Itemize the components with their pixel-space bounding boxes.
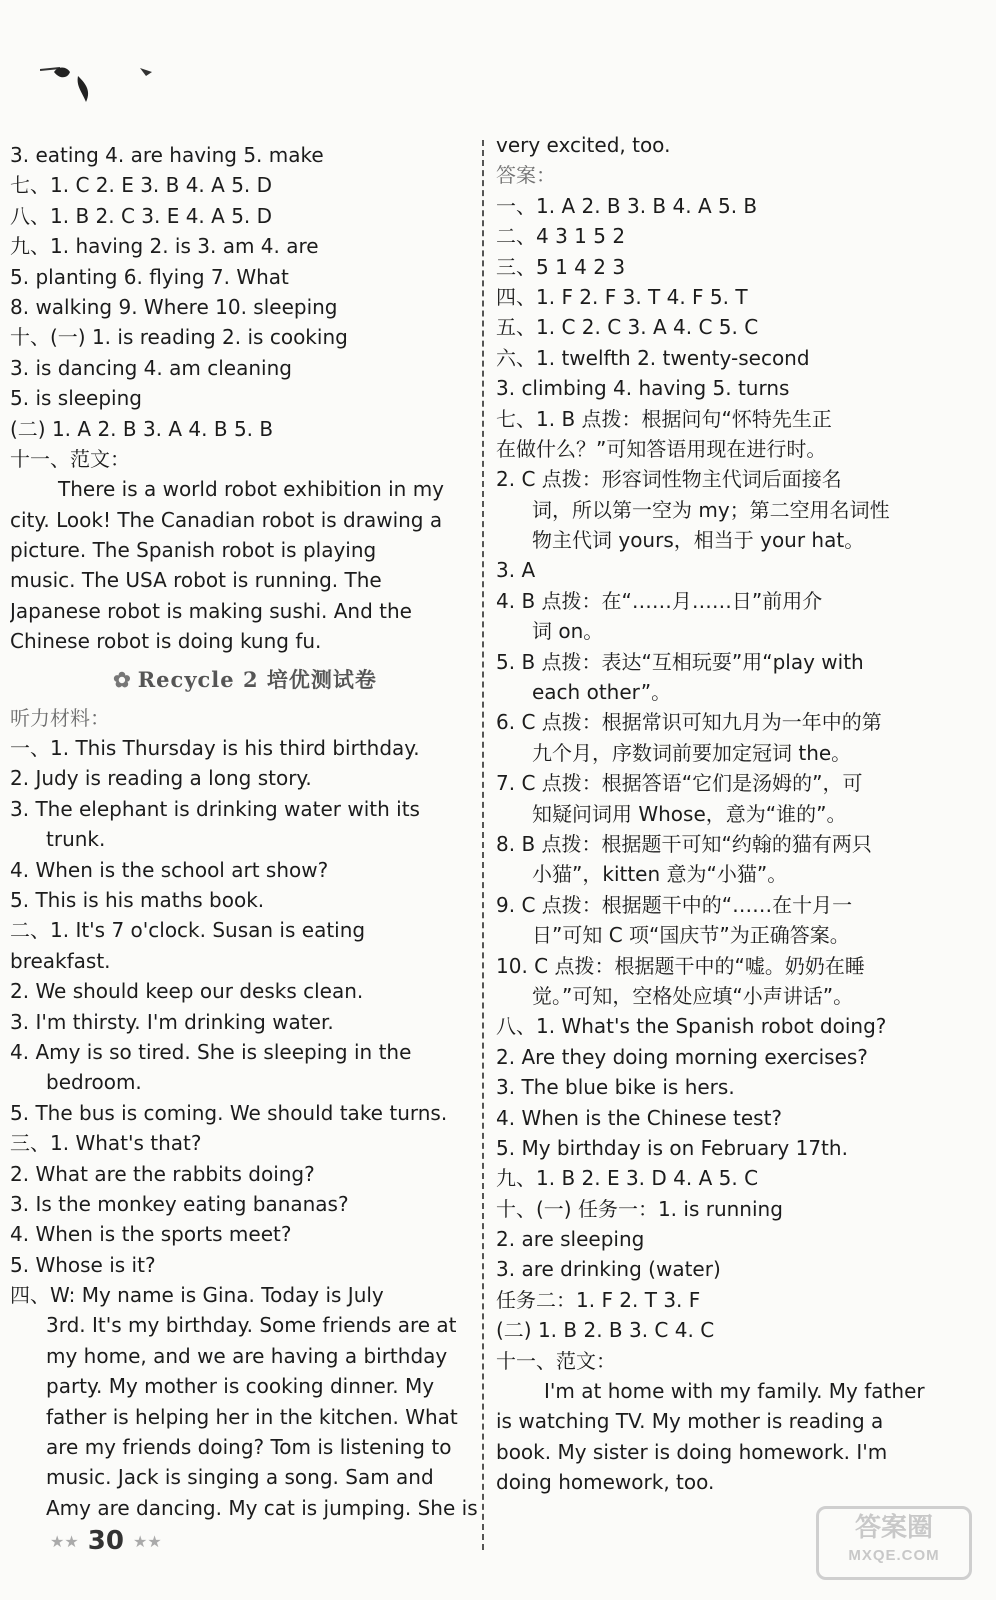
text-line: 十一、范文： (10, 446, 130, 471)
text-line: 3. The elephant is drinking water with its (10, 796, 420, 821)
answer-list (496, 191, 986, 1376)
text-line: 小猫”，kitten 意为“小猫”。 (532, 862, 788, 887)
text-line: 3rd. It's my birthday. Some friends are at (46, 1313, 457, 1338)
text-line: 八、1. B 2. C 3. E 4. A 5. D (10, 203, 273, 228)
text-line: 4. When is the sports meet? (10, 1222, 292, 1247)
text-line: 4. When is the school art show? (10, 857, 329, 882)
text-line: 五、1. C 2. C 3. A 4. C 5. C (496, 315, 759, 340)
column-divider (482, 140, 484, 1550)
text-line: 在做什么？”可知答语用现在进行时。 (496, 436, 827, 461)
text-line: Amy are dancing. My cat is jumping. She is (46, 1495, 478, 1520)
page-footer (50, 1526, 162, 1556)
text-line: 5. is sleeping (10, 386, 142, 411)
essay-line: is watching TV. My mother is reading a (496, 1409, 884, 1434)
text-line: music. Jack is singing a song. Sam and (46, 1465, 434, 1490)
essay-line: Japanese robot is making sushi. And the (10, 598, 412, 623)
text-line: trunk. (46, 827, 106, 852)
text-line: 九、1. B 2. E 3. D 4. A 5. C (496, 1166, 759, 1191)
text-line: 二、4 3 1 5 2 (496, 224, 626, 249)
text-line: 5. B 点拨：表达“互相玩耍”用“play with (496, 649, 864, 674)
text-line: 十一、范文： (496, 1348, 616, 1373)
text-line: 任务二：1. F 2. T 3. F (496, 1287, 701, 1312)
text-line: 一、1. This Thursday is his third birthday. (10, 736, 420, 761)
essay-line: Chinese robot is doing kung fu. (10, 629, 322, 654)
star-icon: ★★ (50, 1532, 79, 1551)
right-continued-text (496, 130, 986, 160)
text-line: breakfast. (10, 948, 111, 973)
text-line: 8. B 点拨：根据题干可知“约翰的猫有两只 (496, 831, 872, 856)
text-line: 5. My birthday is on February 17th. (496, 1135, 848, 1160)
text-line: 3. is dancing 4. am cleaning (10, 355, 292, 380)
text-line: 3. eating 4. are having 5. make (10, 143, 324, 167)
text-line: 2. We should keep our desks clean. (10, 979, 364, 1004)
listening-label: 听力材料： (10, 705, 110, 730)
listening-material (10, 733, 480, 1523)
section-title: ✿ Recycle 2 培优测试卷 (113, 666, 377, 692)
text-line: 三、5 1 4 2 3 (496, 254, 626, 279)
text-line: very excited, too. (496, 133, 671, 157)
watermark-logo: 答案圈 MXQE.COM (816, 1506, 972, 1580)
text-line: 3. I'm thirsty. I'm drinking water. (10, 1009, 334, 1034)
text-line: bedroom. (46, 1070, 142, 1095)
text-line: are my friends doing? Tom is listening to (46, 1435, 452, 1460)
text-line: 词，所以第一空为 my；第二空用名词性 (532, 497, 890, 522)
essay-line: book. My sister is doing homework. I'm (496, 1439, 888, 1464)
text-line: 物主代词 yours，相当于 your hat。 (532, 528, 865, 553)
essay-line: doing homework, too. (496, 1470, 715, 1495)
paw-icon: ✿ (113, 666, 132, 692)
text-line: 3. climbing 4. having 5. turns (496, 376, 790, 401)
text-line: 5. This is his maths book. (10, 887, 265, 912)
text-line: 词 on。 (532, 619, 604, 644)
text-line: 九、1. having 2. is 3. am 4. are (10, 234, 319, 259)
text-line: 七、1. C 2. E 3. B 4. A 5. D (10, 173, 273, 198)
text-line: 七、1. B 点拨：根据问句“怀特先生正 (496, 406, 832, 431)
essay-line: I'm at home with my family. My father (544, 1379, 925, 1404)
text-line: 4. When is the Chinese test? (496, 1105, 783, 1130)
text-line: 觉。”可知，空格处应填“小声讲话”。 (532, 983, 854, 1008)
text-line: 十、(一) 1. is reading 2. is cooking (10, 325, 348, 350)
text-line: 十、(一) 任务一：1. is running (496, 1196, 783, 1221)
text-line: 5. planting 6. flying 7. What (10, 264, 289, 289)
page-number: 30 (87, 1526, 124, 1556)
text-line: each other”。 (532, 680, 672, 705)
text-line: 4. Amy is so tired. She is sleeping in the (10, 1039, 412, 1064)
answer-label: 答案： (496, 163, 556, 188)
text-line: 8. walking 9. Where 10. sleeping (10, 294, 338, 319)
text-line: 四、1. F 2. F 3. T 4. F 5. T (496, 284, 748, 309)
text-line: 9. C 点拨：根据题干中的“……在十月一 (496, 892, 853, 917)
text-line: 3. The blue bike is hers. (496, 1075, 735, 1100)
text-line: 三、1. What's that? (10, 1131, 202, 1156)
text-line: party. My mother is cooking dinner. My (46, 1374, 435, 1399)
right-column (496, 130, 986, 1498)
essay-line: There is a world robot exhibition in my (58, 477, 445, 502)
text-line: 5. The bus is coming. We should take turns. (10, 1100, 448, 1125)
text-line: 2. Are they doing morning exercises? (496, 1044, 868, 1069)
text-line: 3. A (496, 558, 536, 583)
text-line: (二) 1. B 2. B 3. C 4. C (496, 1318, 715, 1343)
essay-line: picture. The Spanish robot is playing (10, 538, 377, 563)
text-line: 2. C 点拨：形容词性物主代词后面接名 (496, 467, 842, 492)
text-line: 7. C 点拨：根据答语“它们是汤姆的”，可 (496, 771, 863, 796)
text-line: 5. Whose is it? (10, 1252, 156, 1277)
text-line: 10. C 点拨：根据题干中的“嘘。奶奶在睡 (496, 953, 865, 978)
text-line: 八、1. What's the Spanish robot doing? (496, 1014, 887, 1039)
essay-line: music. The USA robot is running. The (10, 568, 382, 593)
text-line: 二、1. It's 7 o'clock. Susan is eating (10, 918, 366, 943)
text-line: 6. C 点拨：根据常识可知九月为一年中的第 (496, 710, 882, 735)
left-essay (10, 474, 480, 656)
text-line: father is helping her in the kitchen. What (46, 1404, 458, 1429)
text-line: 一、1. A 2. B 3. B 4. A 5. B (496, 193, 758, 218)
text-line: 四、W: My name is Gina. Today is July (10, 1283, 384, 1308)
text-line: 知疑问词用 Whose，意为“谁的”。 (532, 801, 847, 826)
left-column (10, 140, 480, 1523)
star-icon: ★★ (133, 1532, 162, 1551)
text-line: 2. What are the rabbits doing? (10, 1161, 315, 1186)
left-answer-block (10, 140, 480, 474)
right-essay (496, 1376, 986, 1498)
text-line: my home, and we are having a birthday (46, 1343, 448, 1368)
corner-ink-mark (40, 62, 180, 106)
text-line: 九个月，序数词前要加定冠词 the。 (532, 740, 852, 765)
text-line: 六、1. twelfth 2. twenty-second (496, 345, 810, 370)
text-line: (二) 1. A 2. B 3. A 4. B 5. B (10, 416, 274, 441)
text-line: 3. are drinking (water) (496, 1257, 721, 1282)
text-line: 4. B 点拨：在“……月……日”前用介 (496, 588, 823, 613)
text-line: 2. are sleeping (496, 1227, 645, 1252)
essay-line: city. Look! The Canadian robot is drawing a (10, 507, 443, 532)
text-line: 3. Is the monkey eating bananas? (10, 1191, 349, 1216)
text-line: 2. Judy is reading a long story. (10, 766, 312, 791)
text-line: 日”可知 C 项“国庆节”为正确答案。 (532, 923, 850, 948)
